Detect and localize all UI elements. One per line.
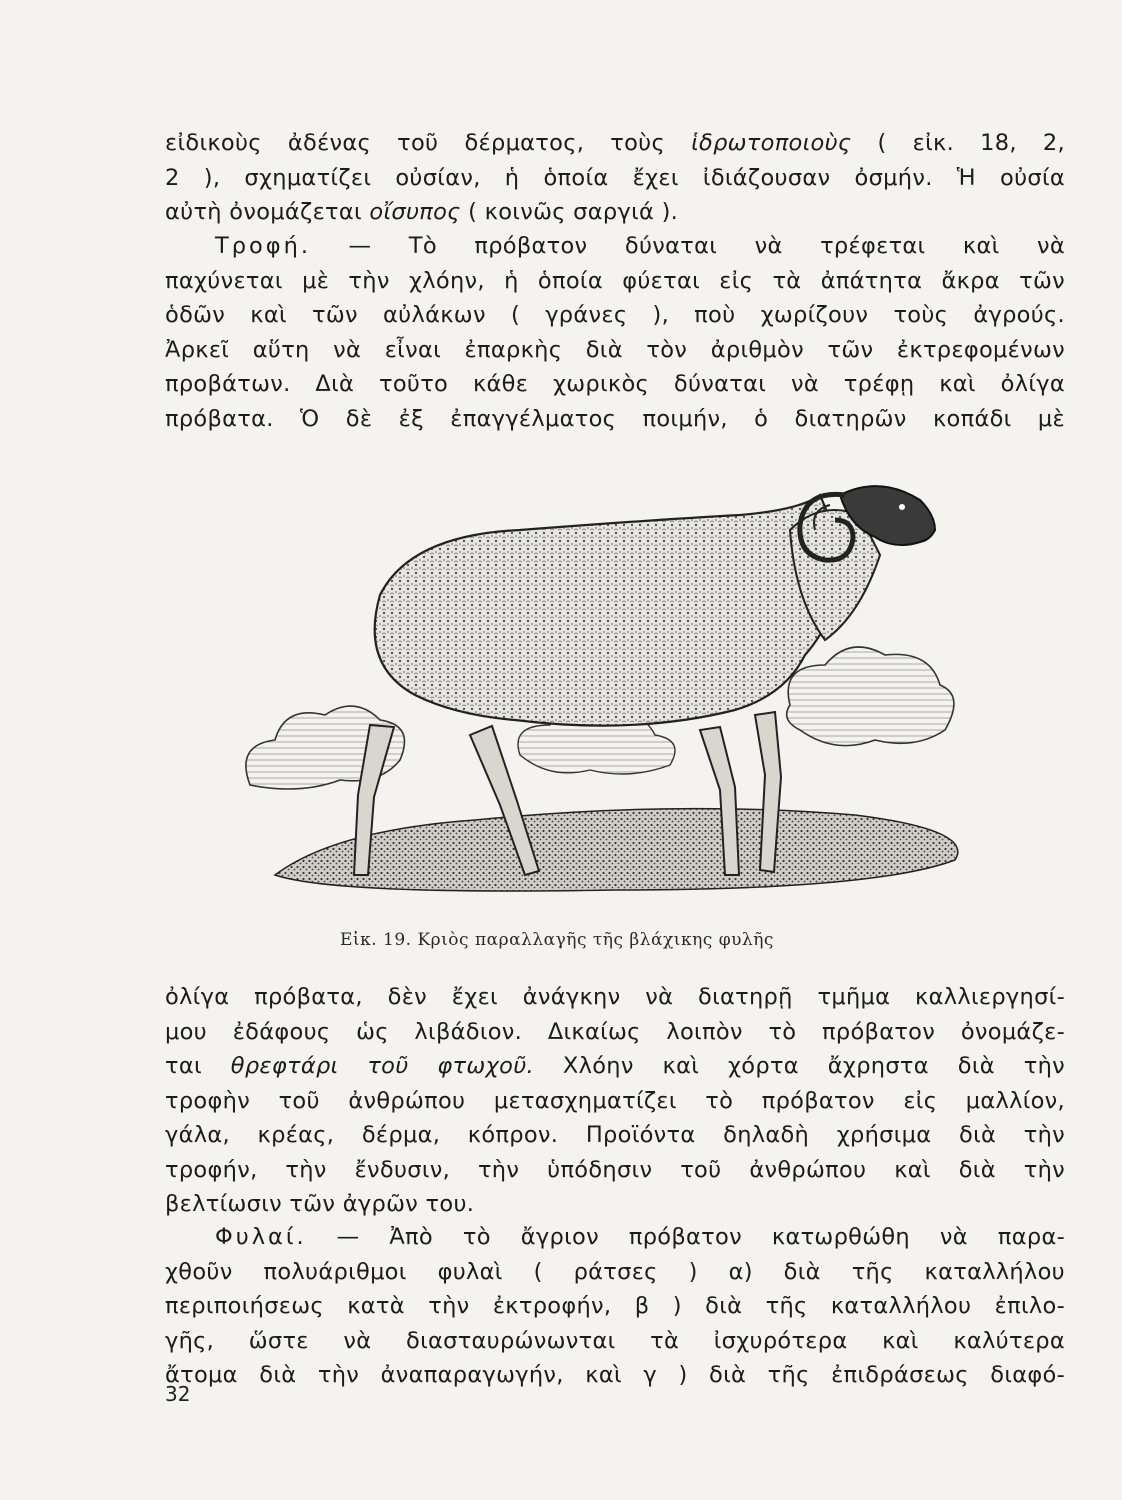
text-line: παχύνεται μὲ τὴν χλόην, ἡ ὁποία φύεται εἰς τὰ ἀπάτητα ἄκρα τῶν (165, 267, 1065, 294)
text-line: πρόβατα. Ὁ δὲ ἐξ ἐπαγγέλματος ποιμήν, ὁ διατηρῶν κοπάδι μὲ (165, 405, 1065, 432)
text-line: τροφήν, τὴν ἔνδυσιν, τὴν ὑπόδησιν τοῦ ἀνθρώπου καὶ διὰ τὴν (165, 1156, 1065, 1183)
cloud-right (787, 647, 954, 746)
text-line: γάλα, κρέας, δέρμα, κόπρον. Προϊόντα δηλαδὴ χρήσιμα διὰ τὴν (165, 1122, 1065, 1148)
ram-illustration (230, 475, 1020, 915)
text-line: εἰδικοὺς ἀδένας τοῦ δέρματος, τοὺς ἱδρωτοποιοὺς ( εἰκ. 18, 2, (165, 130, 1065, 156)
paragraph-breeds (165, 1220, 1065, 1393)
paragraph-feeding (165, 229, 1065, 436)
text-line: τροφὴν τοῦ ἀνθρώπου μετασχηματίζει τὸ πρόβατον εἰς μαλλίον, (165, 1087, 1065, 1114)
paragraph-poor-mans-food (165, 980, 1065, 1222)
paragraph-sweat-glands (165, 126, 1065, 230)
section-heading-breeds: Φυλαί. (215, 1224, 307, 1250)
text-line: ὀλίγα πρόβατα, δὲν ἔχει ἀνάγκην νὰ διατηρῇ τμῆμα καλλιεργησί- (165, 984, 1065, 1010)
text-line: ὁδῶν καὶ τῶν αὐλάκων ( γράνες ), ποὺ χωρίζουν τοὺς ἀγρούς. (165, 302, 1065, 328)
text-line: βελτίωσιν τῶν ἀγρῶν του. (165, 1191, 475, 1217)
ram-eye (899, 504, 905, 510)
text-line: γῆς, ὥστε νὰ διασταυρώνωνται τὰ ἰσχυρότερα καὶ καλύτερα (165, 1327, 1065, 1354)
text-line: ται θρεφτάρι τοῦ φτωχοῦ. Χλόην καὶ χόρτα ἄχρηστα διὰ τὴν (165, 1053, 1066, 1079)
text-line: Φυλαί. — Ἀπὸ τὸ ἄγριον πρόβατον κατωρθώθη νὰ παρα- (215, 1224, 1065, 1250)
text-line: ἄτομα διὰ τὴν ἀναπαραγωγήν, καὶ γ ) διὰ τῆς ἐπιδράσεως διαφό- (165, 1362, 1065, 1388)
text-line: μου ἐδάφους ὡς λιβάδιον. Δικαίως λοιπὸν τὸ πρόβατον ὀνομάζε- (165, 1018, 1065, 1045)
text-line: Τροφή. — Τὸ πρόβατον δύναται νὰ τρέφεται καὶ νὰ (215, 233, 1065, 259)
ground-patch (275, 809, 958, 891)
text-line: αὐτὴ ὀνομάζεται οἴσυπος ( κοινῶς σαργιά ). (165, 199, 679, 225)
text-line: Ἀρκεῖ αὕτη νὰ εἶναι ἐπαρκὴς διὰ τὸν ἀριθμὸν τῶν ἐκτρεφομένων (165, 336, 1065, 363)
text-line: περιποιήσεως κατὰ τὴν ἐκτροφήν, β ) διὰ τῆς καταλλήλου ἐπιλο- (165, 1293, 1065, 1319)
text-line: 2 ), σχηματίζει οὐσίαν, ἡ ὁποία ἔχει ἰδιάζουσαν ὀσμήν. Ἡ οὐσία (165, 164, 1065, 191)
figure-caption: Εἰκ. 19. Κριὸς παραλλαγῆς τῆς βλάχικης φυλῆς (340, 930, 774, 950)
text-line: χθοῦν πολυάριθμοι φυλαὶ ( ράτσες ) α) διὰ τῆς καταλλήλου (165, 1258, 1065, 1285)
ram-body (375, 495, 845, 726)
text-line: προβάτων. Διὰ τοῦτο κάθε χωρικὸς δύναται νὰ τρέφῃ καὶ ὀλίγα (165, 371, 1065, 397)
ram-engraving-svg (230, 475, 1020, 915)
section-heading-feeding: Τροφή. (215, 233, 312, 259)
page-number: 32 (165, 1382, 191, 1406)
